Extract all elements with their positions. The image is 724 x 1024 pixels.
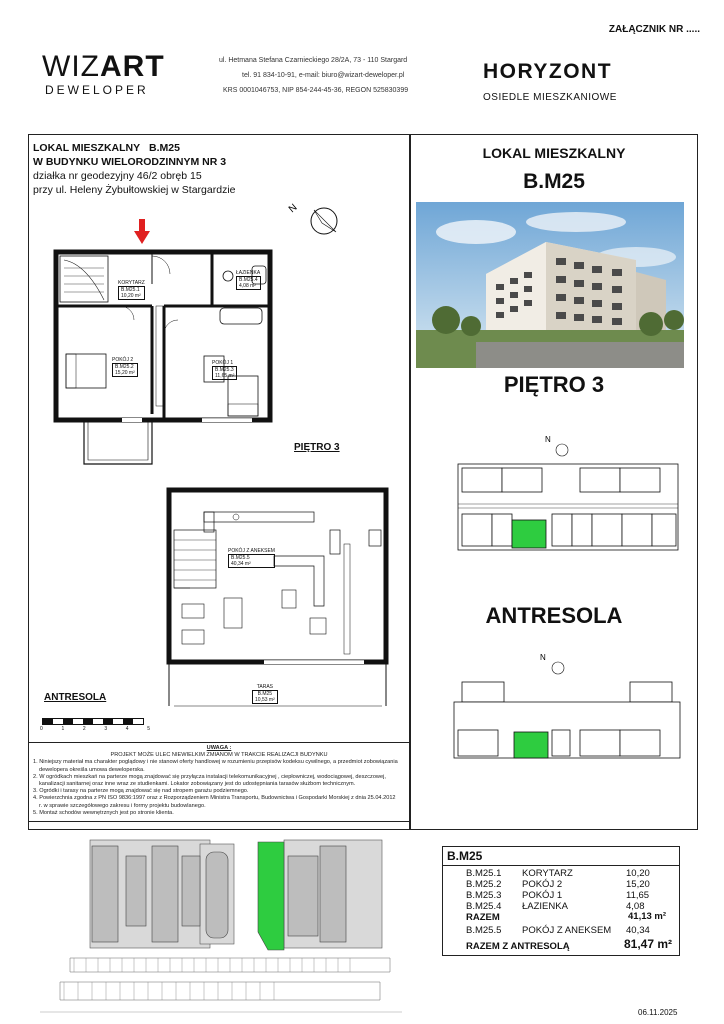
site-plan [30, 832, 412, 1020]
table-row: B.M25.1 KORYTARZ 10,20 [466, 868, 650, 879]
mezzanine-key-plan [440, 650, 690, 770]
summary-grand-label: RAZEM Z ANTRESOLĄ [466, 941, 570, 952]
table-row: B.M25.2 POKÓJ 2 15,20 [466, 879, 650, 890]
notice-box: UWAGA : PROJEKT MOŻE ULEC NIEWIELKIM ZMIANOM W TRAKCIE REALIZACJI BUDYNKU 1. Niniejszy materiał ma charakter poglądowy i nie stanowi oferty handlowej w rozumieniu przepisów kodeksu cywilnego, a przedmiot zobowiązania dewelopera określa umowa deweloperska. 2. W ogródkach mieszkań na parterze mogą znajdować się przyłącza instalacji telekomunikacyjnej , ciepłowniczej, wodociągowej, deszczowej, kanalizacji sanitarnej oraz inne wraz ze studienkami. Lokator zobowiązany jest do udostępniania tarasów służbom technicznym. 3. Ogródki i tarasy na parterze mogą znajdować się nad stropem garażu podziemnego. 4. Powierzchnia zgodna z PN ISO 9836:1997 oraz z Rozporządzeniem Ministra Transportu, Budownictwa i Gospodarki Morskiej z dnia 25.04.2012 r. w sprawie szczegółowego zakresu i formy projektu budowlanego. 5. Montaż schodów wewnętrznych jest po stronie klienta. [28, 742, 410, 822]
building-render [416, 202, 684, 368]
summary-table [462, 868, 654, 912]
summary-divider [442, 865, 680, 866]
horyzont-logo-sub: OSIEDLE MIESZKANIOWE [483, 92, 617, 103]
scale-ticks: 0 1 2 3 4 5 [40, 726, 150, 732]
room-label-pokoj-z-aneksem: POKÓJ Z ANEKSEM B.M25.5 40,34 m² [228, 548, 275, 567]
table-row: B.M25.4 ŁAZIENKA 4,08 [466, 901, 645, 912]
room-label-taras: TARAS B.M25 10,53 m² [252, 684, 278, 704]
svg-text:N: N [545, 435, 551, 444]
company-contact: tel. 91 834-10-91, e-mail: biuro@wizart-deweloper.pl [242, 72, 405, 79]
summary-mezz-table [462, 925, 654, 936]
room-label-lazienka: ŁAZIENKA B.M25.4 4,08 m² [236, 270, 261, 289]
table-row: B.M25.5 POKÓJ Z ANEKSEM 40,34 [466, 925, 650, 936]
scale-bar [42, 718, 144, 725]
unit-type-title: LOKAL MIESZKALNY [482, 145, 626, 161]
mezzanine-plan-label: ANTRESOLA [44, 692, 107, 703]
summary-total-value: 41,13 m² [628, 911, 667, 922]
unit-code-title: B.M25 [523, 170, 585, 193]
svg-text:N: N [286, 202, 300, 216]
floor-key-plan [440, 432, 690, 572]
summary-grand-value: 81,47 m² [624, 937, 673, 951]
summary-title: B.M25 [447, 849, 483, 863]
mezzanine-title: ANTRESOLA [485, 603, 623, 628]
entrance-arrow-icon [134, 219, 150, 245]
attachment-label: ZAŁĄCZNIK NR ..... [608, 24, 700, 35]
table-row: B.M25.3 POKÓJ 1 11,65 [466, 890, 650, 901]
floor-plan-label: PIĘTRO 3 [294, 442, 340, 453]
room-label-pokoj1: POKÓJ 1 B.M25.3 11,65 m² [212, 360, 237, 380]
room-label-pokoj2: POKÓJ 2 B.M25.2 15,20 m² [112, 357, 138, 377]
summary-total-label: RAZEM [466, 912, 500, 923]
floor-title: PIĘTRO 3 [503, 372, 605, 397]
svg-text:N: N [540, 653, 546, 662]
company-address: ul. Hetmana Stefana Czarnieckiego 28/2A, 73 - 110 Stargard [219, 57, 408, 64]
horyzont-logo: HORYZONT [483, 60, 613, 83]
compass-icon [286, 196, 346, 246]
wizart-logo: WIZART [42, 50, 165, 83]
document-date: 06.11.2025 [638, 1008, 678, 1017]
wizart-logo-sub: DEWELOPER [45, 83, 149, 97]
unit-info-text: LOKAL MIESZKALNY B.M25 W BUDYNKU WIELORODZINNYM NR 3 działka nr geodezyjny 46/2 obręb 15 przy ul. Heleny Żybułtowskiej w Stargardzie [33, 142, 236, 196]
company-registry: KRS 0001046753, NIP 854-244-45-36, REGON 525830399 [223, 87, 409, 94]
room-label-korytarz: KORYTARZ B.M25.1 10,20 m² [118, 280, 145, 299]
mezzanine-plan [164, 486, 394, 708]
